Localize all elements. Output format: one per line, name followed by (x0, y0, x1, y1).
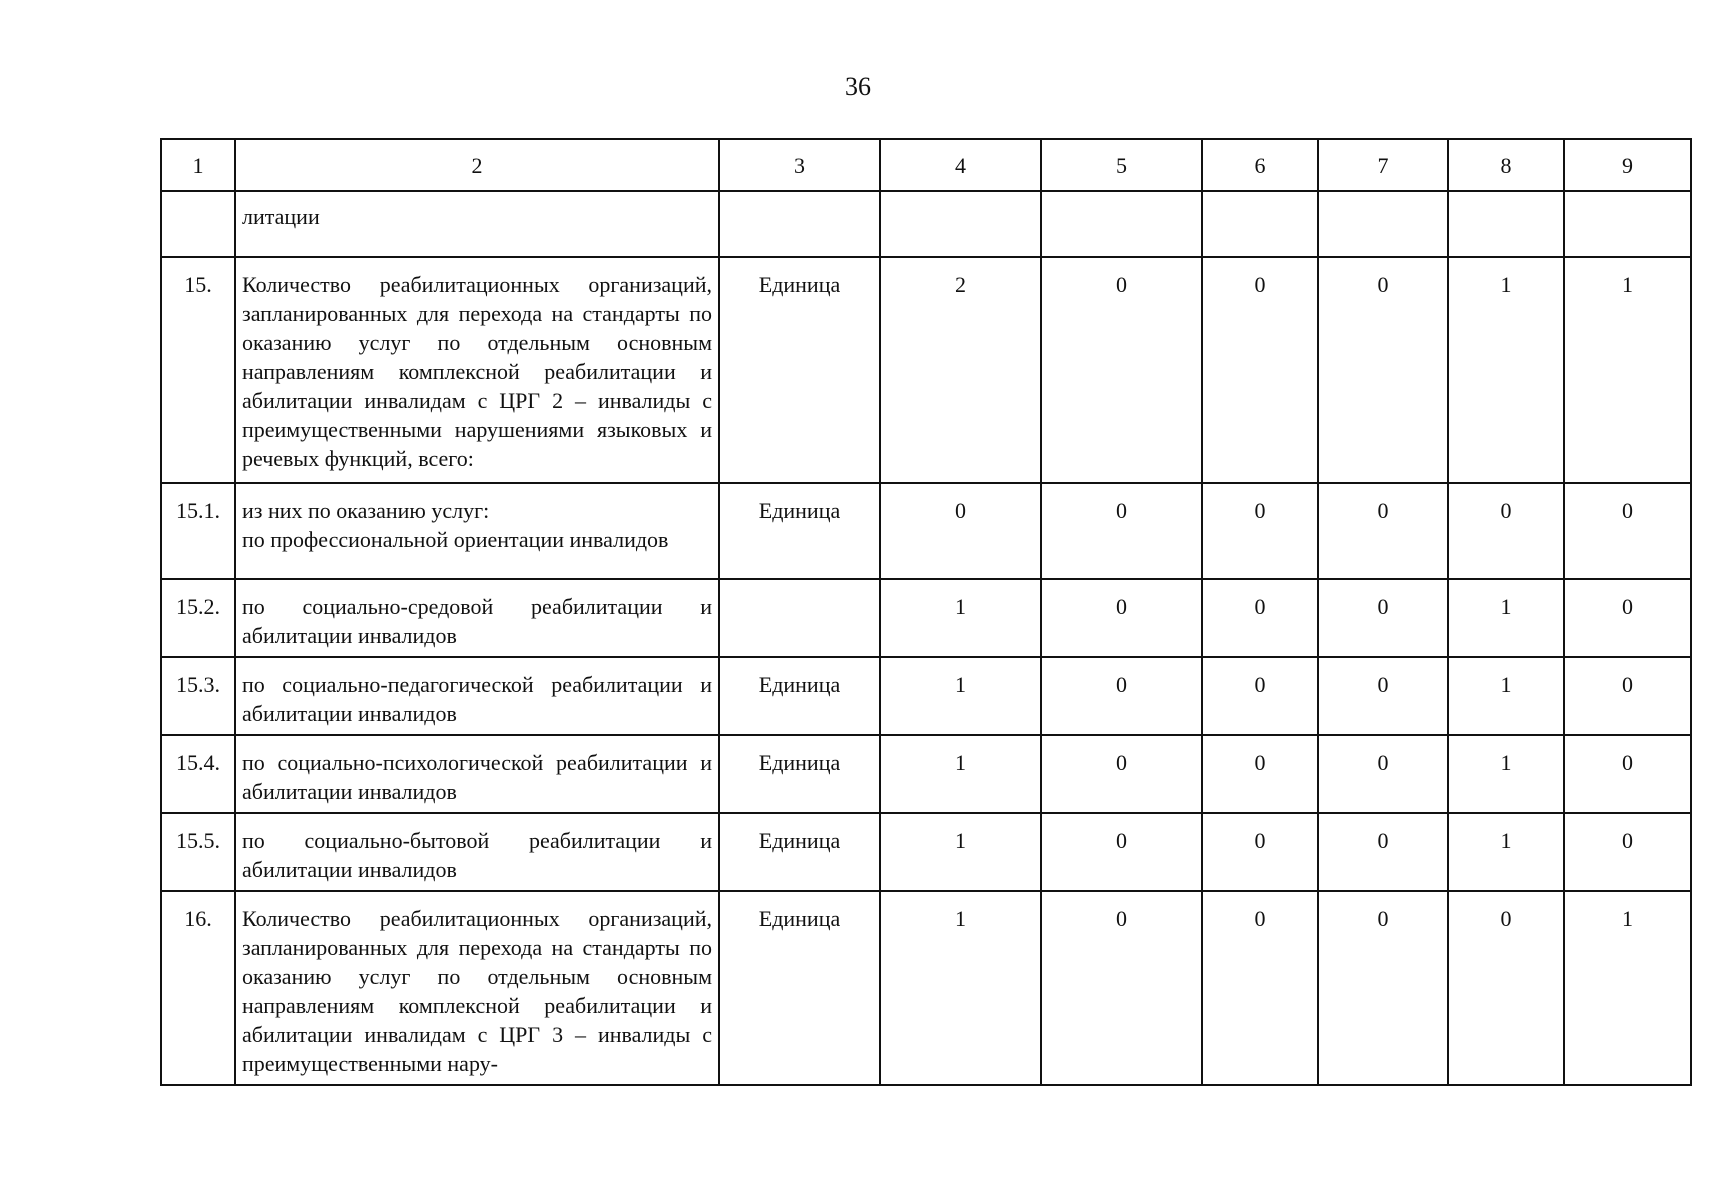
indicator-description-cell: по социально-психологической реабилитации и абилитации инвалидов (235, 735, 719, 813)
value-cell: 0 (1041, 657, 1202, 735)
row-number-cell: 15.1. (161, 483, 235, 579)
table-row (161, 483, 1691, 579)
unit-cell: Единица (719, 657, 880, 735)
indicator-description-cell: по социально-средовой реабилитации и абилитации инвалидов (235, 579, 719, 657)
column-header: 3 (719, 139, 880, 191)
value-cell (1041, 191, 1202, 257)
value-cell: 1 (1564, 891, 1691, 1085)
value-cell: 1 (1448, 257, 1564, 483)
column-header: 5 (1041, 139, 1202, 191)
row-number-cell: 15.5. (161, 813, 235, 891)
table-row (161, 657, 1691, 735)
value-cell: 0 (1202, 735, 1318, 813)
value-cell: 0 (1041, 579, 1202, 657)
table-row (161, 891, 1691, 1085)
value-cell: 0 (1202, 257, 1318, 483)
value-cell: 0 (1041, 483, 1202, 579)
header-row (161, 139, 1691, 191)
value-cell (1202, 191, 1318, 257)
table-row (161, 813, 1691, 891)
value-cell: 0 (1041, 735, 1202, 813)
column-header: 2 (235, 139, 719, 191)
value-cell (1318, 191, 1448, 257)
value-cell: 0 (1318, 483, 1448, 579)
row-number-cell: 15. (161, 257, 235, 483)
value-cell: 1 (1448, 657, 1564, 735)
value-cell: 1 (880, 813, 1041, 891)
indicator-description-cell: Количество реабилитационных организаций, запланированных для перехода на стандарты по оказанию услуг по отдельным основным направлениям комплексной реабилитации и абилитации инвалидам с ЦРГ 3 – инвалиды с преимущественными нару- (235, 891, 719, 1085)
row-number-cell: 15.3. (161, 657, 235, 735)
value-cell: 0 (1564, 657, 1691, 735)
value-cell: 1 (880, 657, 1041, 735)
value-cell: 0 (1564, 483, 1691, 579)
indicator-description-cell: по социально-педагогической реабилитации и абилитации инвалидов (235, 657, 719, 735)
unit-cell: Единица (719, 813, 880, 891)
value-cell: 0 (1318, 735, 1448, 813)
column-header: 1 (161, 139, 235, 191)
value-cell: 1 (1448, 735, 1564, 813)
row-number-cell: 16. (161, 891, 235, 1085)
value-cell (880, 191, 1041, 257)
unit-cell (719, 579, 880, 657)
value-cell: 0 (1318, 813, 1448, 891)
table-row (161, 257, 1691, 483)
indicator-description-cell: литации (235, 191, 719, 257)
unit-cell: Единица (719, 891, 880, 1085)
data-table (160, 138, 1692, 1086)
value-cell: 0 (1318, 891, 1448, 1085)
value-cell: 0 (1202, 483, 1318, 579)
value-cell: 0 (880, 483, 1041, 579)
unit-cell: Единица (719, 483, 880, 579)
unit-cell: Единица (719, 735, 880, 813)
value-cell: 0 (1041, 813, 1202, 891)
value-cell: 0 (1041, 891, 1202, 1085)
value-cell: 0 (1202, 579, 1318, 657)
indicator-description-cell: по социально-бытовой реабилитации и абилитации инвалидов (235, 813, 719, 891)
value-cell: 0 (1202, 891, 1318, 1085)
column-header: 9 (1564, 139, 1691, 191)
row-number-cell: 15.2. (161, 579, 235, 657)
value-cell: 0 (1318, 579, 1448, 657)
value-cell: 0 (1564, 813, 1691, 891)
row-number-cell (161, 191, 235, 257)
value-cell: 0 (1318, 657, 1448, 735)
value-cell: 1 (880, 735, 1041, 813)
value-cell: 0 (1202, 813, 1318, 891)
column-header: 6 (1202, 139, 1318, 191)
value-cell: 0 (1448, 891, 1564, 1085)
row-number-cell: 15.4. (161, 735, 235, 813)
value-cell: 0 (1564, 735, 1691, 813)
unit-cell: Единица (719, 257, 880, 483)
unit-cell (719, 191, 880, 257)
value-cell: 1 (1448, 813, 1564, 891)
value-cell: 1 (880, 891, 1041, 1085)
value-cell: 2 (880, 257, 1041, 483)
column-header: 7 (1318, 139, 1448, 191)
value-cell: 0 (1448, 483, 1564, 579)
page-number: 36 (845, 72, 871, 101)
indicator-description-cell: Количество реабилитационных организаций, запланированных для перехода на стандарты по оказанию услуг по отдельным основным направлениям комплексной реабилитации и абилитации инвалидам с ЦРГ 2 – инвалиды с преимущественными нарушениями языковых и речевых функций, всего: (235, 257, 719, 483)
value-cell: 0 (1318, 257, 1448, 483)
column-header: 8 (1448, 139, 1564, 191)
value-cell: 0 (1202, 657, 1318, 735)
value-cell: 1 (1564, 257, 1691, 483)
value-cell: 1 (880, 579, 1041, 657)
value-cell: 0 (1564, 579, 1691, 657)
table-row (161, 735, 1691, 813)
value-cell (1564, 191, 1691, 257)
indicator-description-cell: из них по оказанию услуг: по профессиональной ориентации инвалидов (235, 483, 719, 579)
table-row (161, 579, 1691, 657)
column-header: 4 (880, 139, 1041, 191)
value-cell: 0 (1041, 257, 1202, 483)
value-cell (1448, 191, 1564, 257)
table-row (161, 191, 1691, 257)
value-cell: 1 (1448, 579, 1564, 657)
